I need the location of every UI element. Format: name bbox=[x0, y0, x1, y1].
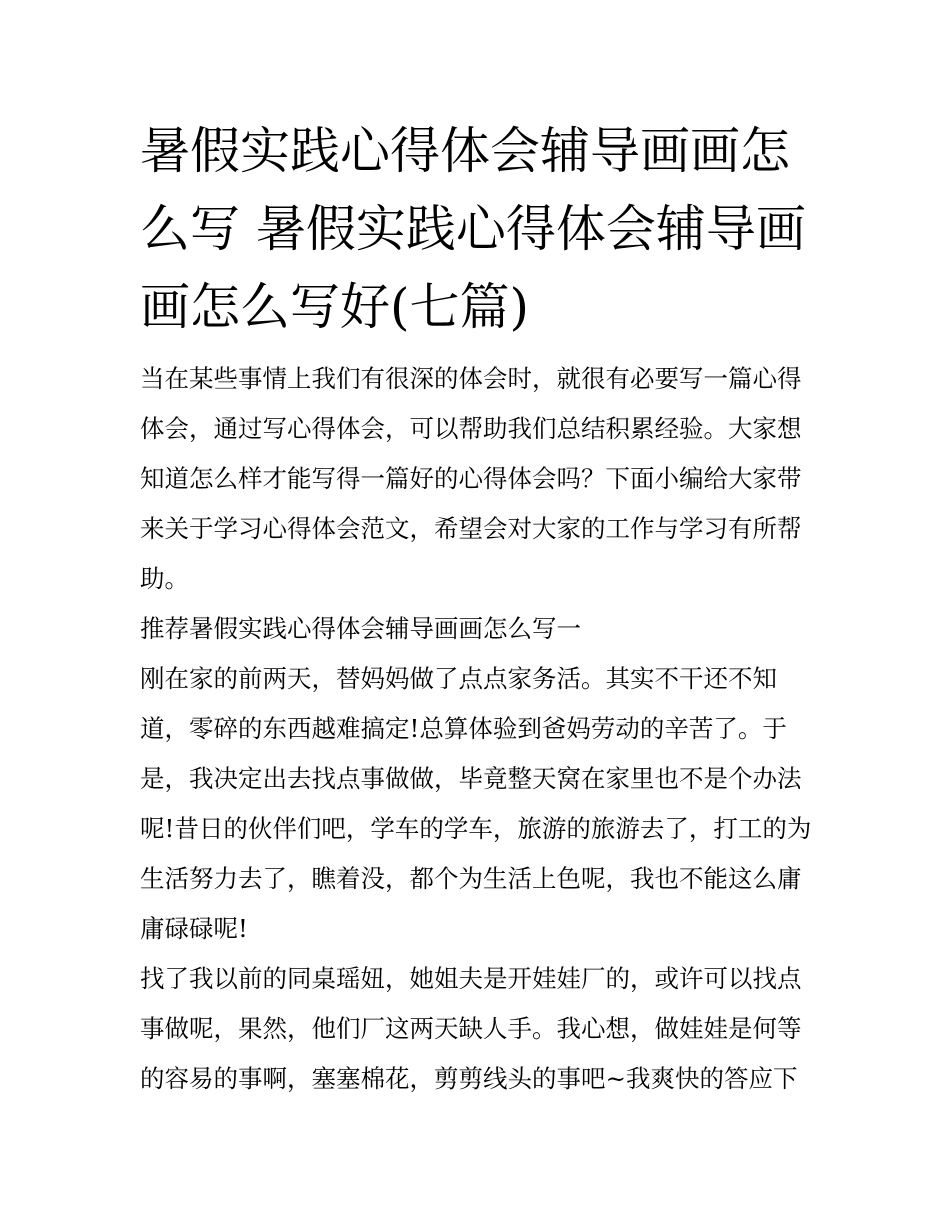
intro-paragraph: 当在某些事情上我们有很深的体会时，就很有必要写一篇心得体会，通过写心得体会，可以帮助我们总结积累经验。大家想知道怎么样才能写得一篇好的心得体会吗？下面小编给大家带来关于学习心得体会范文，希望会对大家的工作与学习有所帮助。 bbox=[140, 364, 802, 593]
document-body bbox=[140, 112, 815, 1104]
document-title: 暑假实践心得体会辅导画画怎么写 暑假实践心得体会辅导画画怎么写好(七篇) bbox=[140, 122, 806, 336]
body-paragraph-1: 刚在家的前两天，替妈妈做了点点家务活。其实不干还不知道，零碎的东西越难搞定!总算体验到爸妈劳动的辛苦了。于是，我决定出去找点事做做，毕竟整天窝在家里也不是个办法呢!昔日的伙伴们吧，学车的学车，旅游的旅游去了，打工的为生活努力去了，瞧着没，都个为生活上色呢，我也不能这么庸庸碌碌呢! bbox=[140, 664, 812, 943]
section-heading: 推荐暑假实践心得体会辅导画画怎么写一 bbox=[140, 614, 581, 643]
body-paragraph-2: 找了我以前的同桌瑶妞，她姐夫是开娃娃厂的，或许可以找点事做呢，果然，他们厂这两天缺人手。我心想，做娃娃是何等的容易的事啊，塞塞棉花，剪剪线头的事吧~我爽快的答应下 bbox=[140, 964, 802, 1093]
